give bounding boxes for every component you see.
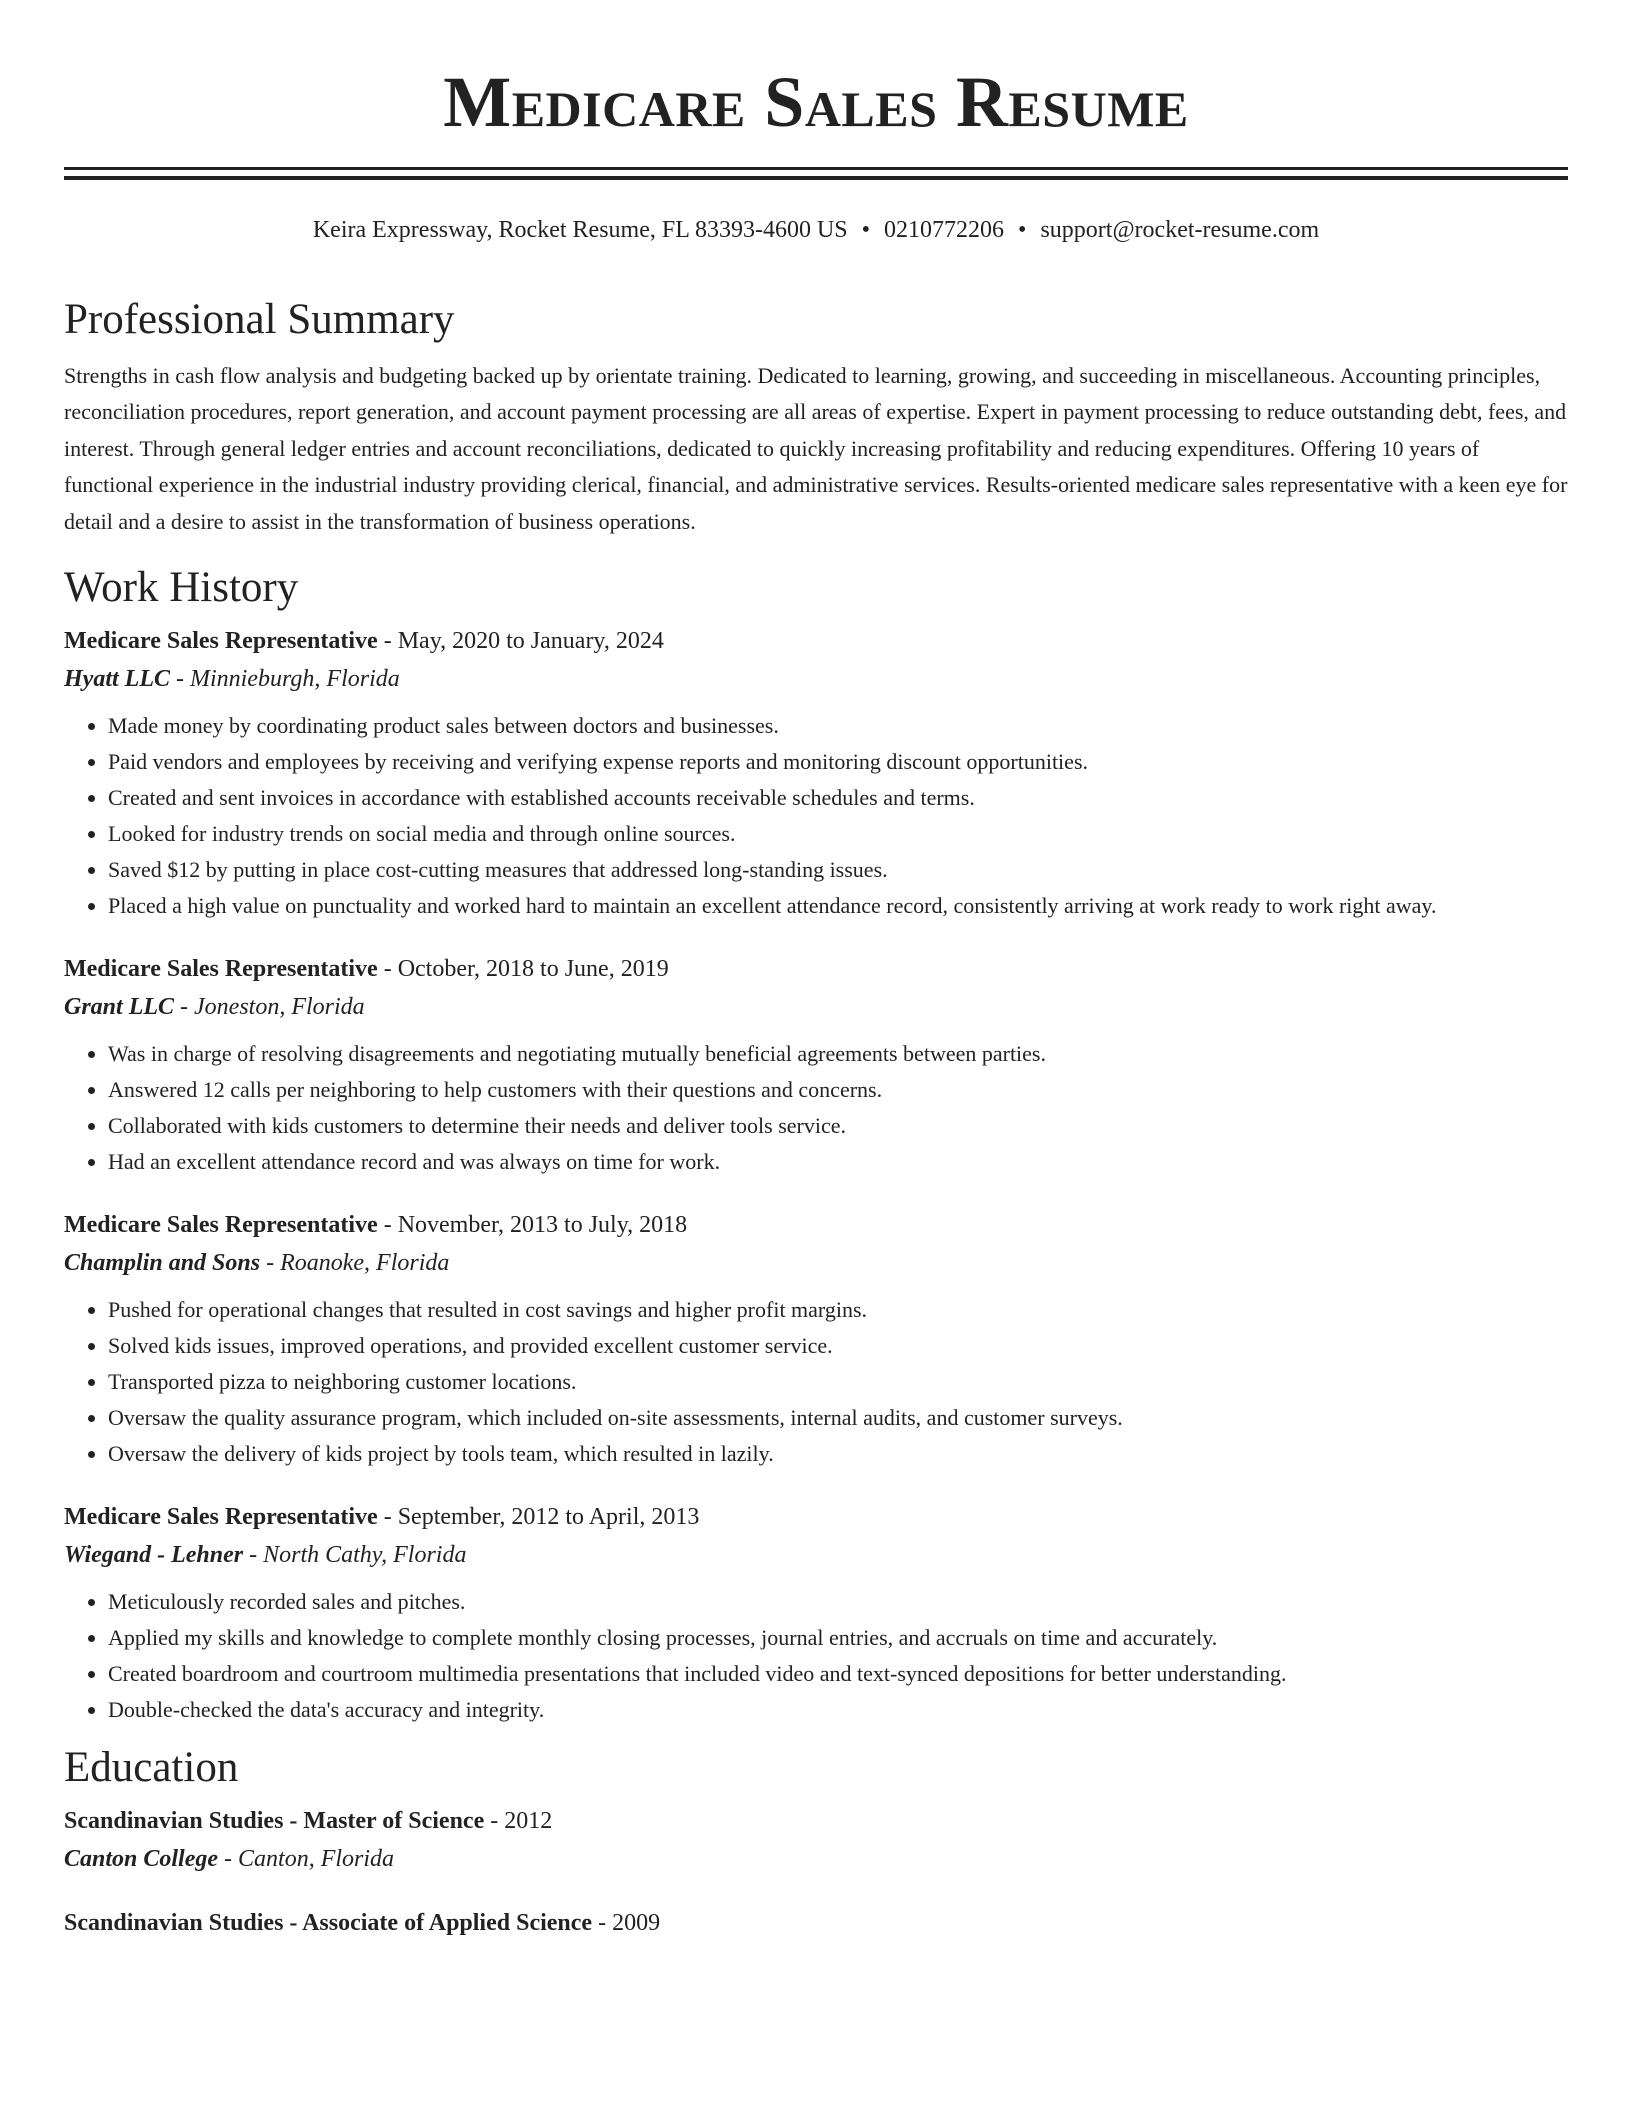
job-company: Grant LLC	[64, 994, 175, 1021]
education-degree: Scandinavian Studies - Master of Science	[64, 1808, 485, 1835]
summary-heading: Professional Summary	[64, 296, 455, 343]
job-entry	[64, 622, 1568, 924]
job-bullet: • Transported pizza to neighboring customer locations.	[108, 1364, 1568, 1400]
job-bullets	[64, 1292, 1568, 1472]
job-dates: - May, 2020 to January, 2024	[383, 628, 664, 655]
contact-email: support@rocket-resume.com	[1040, 217, 1320, 243]
summary-text: Strengths in cash flow analysis and budgeting backed up by orientate training. Dedicated to learning, growing, and succeeding in miscellaneous. Accounting principles, reconciliation procedures, report generation, and account payment processing are all areas of expertise. Expert in payment processing to reduce outstanding debt, fees, and interest. Through general ledger entries and account reconciliations, dedicated to quickly increasing profitability and reducing expenditures. Offering 10 years of functional experience in the industrial industry providing clerical, financial, and administrative services. Results-oriented medicare sales representative with a keen eye for detail and a desire to assist in the transformation of business operations.	[64, 363, 1568, 534]
page-title: Medicare Sales Resume	[443, 62, 1189, 142]
job-heading	[64, 622, 1568, 660]
education-school-line	[64, 1840, 1568, 1878]
job-entry	[64, 1206, 1568, 1472]
education-year: - 2012	[490, 1808, 553, 1835]
education-heading-line	[64, 1904, 1568, 1942]
job-entry	[64, 950, 1568, 1180]
job-bullet: • Had an excellent attendance record and was always on time for work.	[108, 1144, 1568, 1180]
job-bullets	[64, 708, 1568, 924]
job-company: Wiegand - Lehner	[64, 1542, 244, 1569]
work-history-section	[64, 558, 1568, 1728]
job-bullets	[64, 1584, 1568, 1728]
job-employer	[64, 1536, 1568, 1574]
job-employer	[64, 988, 1568, 1026]
section-gap	[64, 540, 1568, 558]
job-bullet: • Made money by coordinating product sales between doctors and businesses.	[108, 708, 1568, 744]
job-bullet: • Created and sent invoices in accordance with established accounts receivable schedules and terms.	[108, 780, 1568, 816]
contact-separator: •	[861, 217, 871, 243]
job-company: Hyatt LLC	[64, 666, 170, 693]
resume-content	[64, 290, 1568, 1968]
contact-address: Keira Expressway, Rocket Resume, FL 83393-4600 US	[312, 217, 848, 243]
job-bullet: • Collaborated with kids customers to determine their needs and deliver tools service.	[108, 1108, 1568, 1144]
job-bullet: • Answered 12 calls per neighboring to help customers with their questions and concerns.	[108, 1072, 1568, 1108]
job-heading	[64, 950, 1568, 988]
contact-phone: 0210772206	[884, 217, 1005, 243]
job-bullet: • Created boardroom and courtroom multimedia presentations that included video and text-synced depositions for better understanding.	[108, 1656, 1568, 1692]
job-bullet: • Solved kids issues, improved operations, and provided excellent customer service.	[108, 1328, 1568, 1364]
education-section	[64, 1738, 1568, 1942]
title-divider-thin	[64, 176, 1568, 180]
education-entry	[64, 1802, 1568, 1878]
education-location: - Canton, Florida	[224, 1846, 395, 1873]
education-heading-line	[64, 1802, 1568, 1840]
job-location: - Roanoke, Florida	[266, 1250, 450, 1277]
job-bullet: • Pushed for operational changes that resulted in cost savings and higher profit margins.	[108, 1292, 1568, 1328]
job-bullet: • Looked for industry trends on social media and through online sources.	[108, 816, 1568, 852]
contact-separator: •	[1018, 217, 1027, 243]
work-history-heading: Work History	[64, 564, 299, 612]
job-bullet: • Was in charge of resolving disagreements and negotiating mutually beneficial agreements between parties.	[108, 1036, 1568, 1072]
job-employer	[64, 660, 1568, 698]
job-title: Medicare Sales Representative	[64, 956, 378, 983]
job-dates: - October, 2018 to June, 2019	[383, 956, 669, 983]
education-degree: Scandinavian Studies - Associate of Applied Science	[64, 1910, 593, 1937]
job-heading	[64, 1206, 1568, 1244]
job-entry	[64, 1498, 1568, 1728]
job-company: Champlin and Sons	[64, 1250, 261, 1277]
job-bullet: • Meticulously recorded sales and pitches.	[108, 1584, 1568, 1620]
job-employer	[64, 1244, 1568, 1282]
summary-section	[64, 290, 1568, 540]
job-location: - Minnieburgh, Florida	[175, 666, 400, 693]
job-bullets	[64, 1036, 1568, 1180]
job-bullet: • Oversaw the delivery of kids project by tools team, which resulted in lazily.	[108, 1436, 1568, 1472]
job-bullet: • Placed a high value on punctuality and worked hard to maintain an excellent attendance record, consistently arriving at work ready to work right away.	[108, 888, 1568, 924]
job-bullet: • Oversaw the quality assurance program, which included on-site assessments, internal audits, and customer surveys.	[108, 1400, 1568, 1436]
job-title: Medicare Sales Representative	[64, 1504, 378, 1531]
title-divider-thick	[64, 167, 1568, 170]
job-dates: - November, 2013 to July, 2018	[383, 1212, 688, 1239]
job-location: - Joneston, Florida	[180, 994, 365, 1021]
job-bullet: • Double-checked the data's accuracy and integrity.	[108, 1692, 1568, 1728]
job-bullet: • Paid vendors and employees by receiving and verifying expense reports and monitoring discount opportunities.	[108, 744, 1568, 780]
job-bullet: • Applied my skills and knowledge to complete monthly closing processes, journal entries, and accruals on time and accurately.	[108, 1620, 1568, 1656]
education-year: - 2009	[598, 1910, 661, 1937]
education-heading: Education	[64, 1744, 239, 1792]
job-title: Medicare Sales Representative	[64, 628, 378, 655]
job-title: Medicare Sales Representative	[64, 1212, 378, 1239]
job-bullet: • Saved $12 by putting in place cost-cutting measures that addressed long-standing issues.	[108, 852, 1568, 888]
contact-line	[64, 214, 1568, 246]
education-school: Canton College	[64, 1846, 219, 1873]
job-heading	[64, 1498, 1568, 1536]
job-location: - North Cathy, Florida	[249, 1542, 467, 1569]
education-entry	[64, 1904, 1568, 1942]
job-dates: - September, 2012 to April, 2013	[383, 1504, 700, 1531]
